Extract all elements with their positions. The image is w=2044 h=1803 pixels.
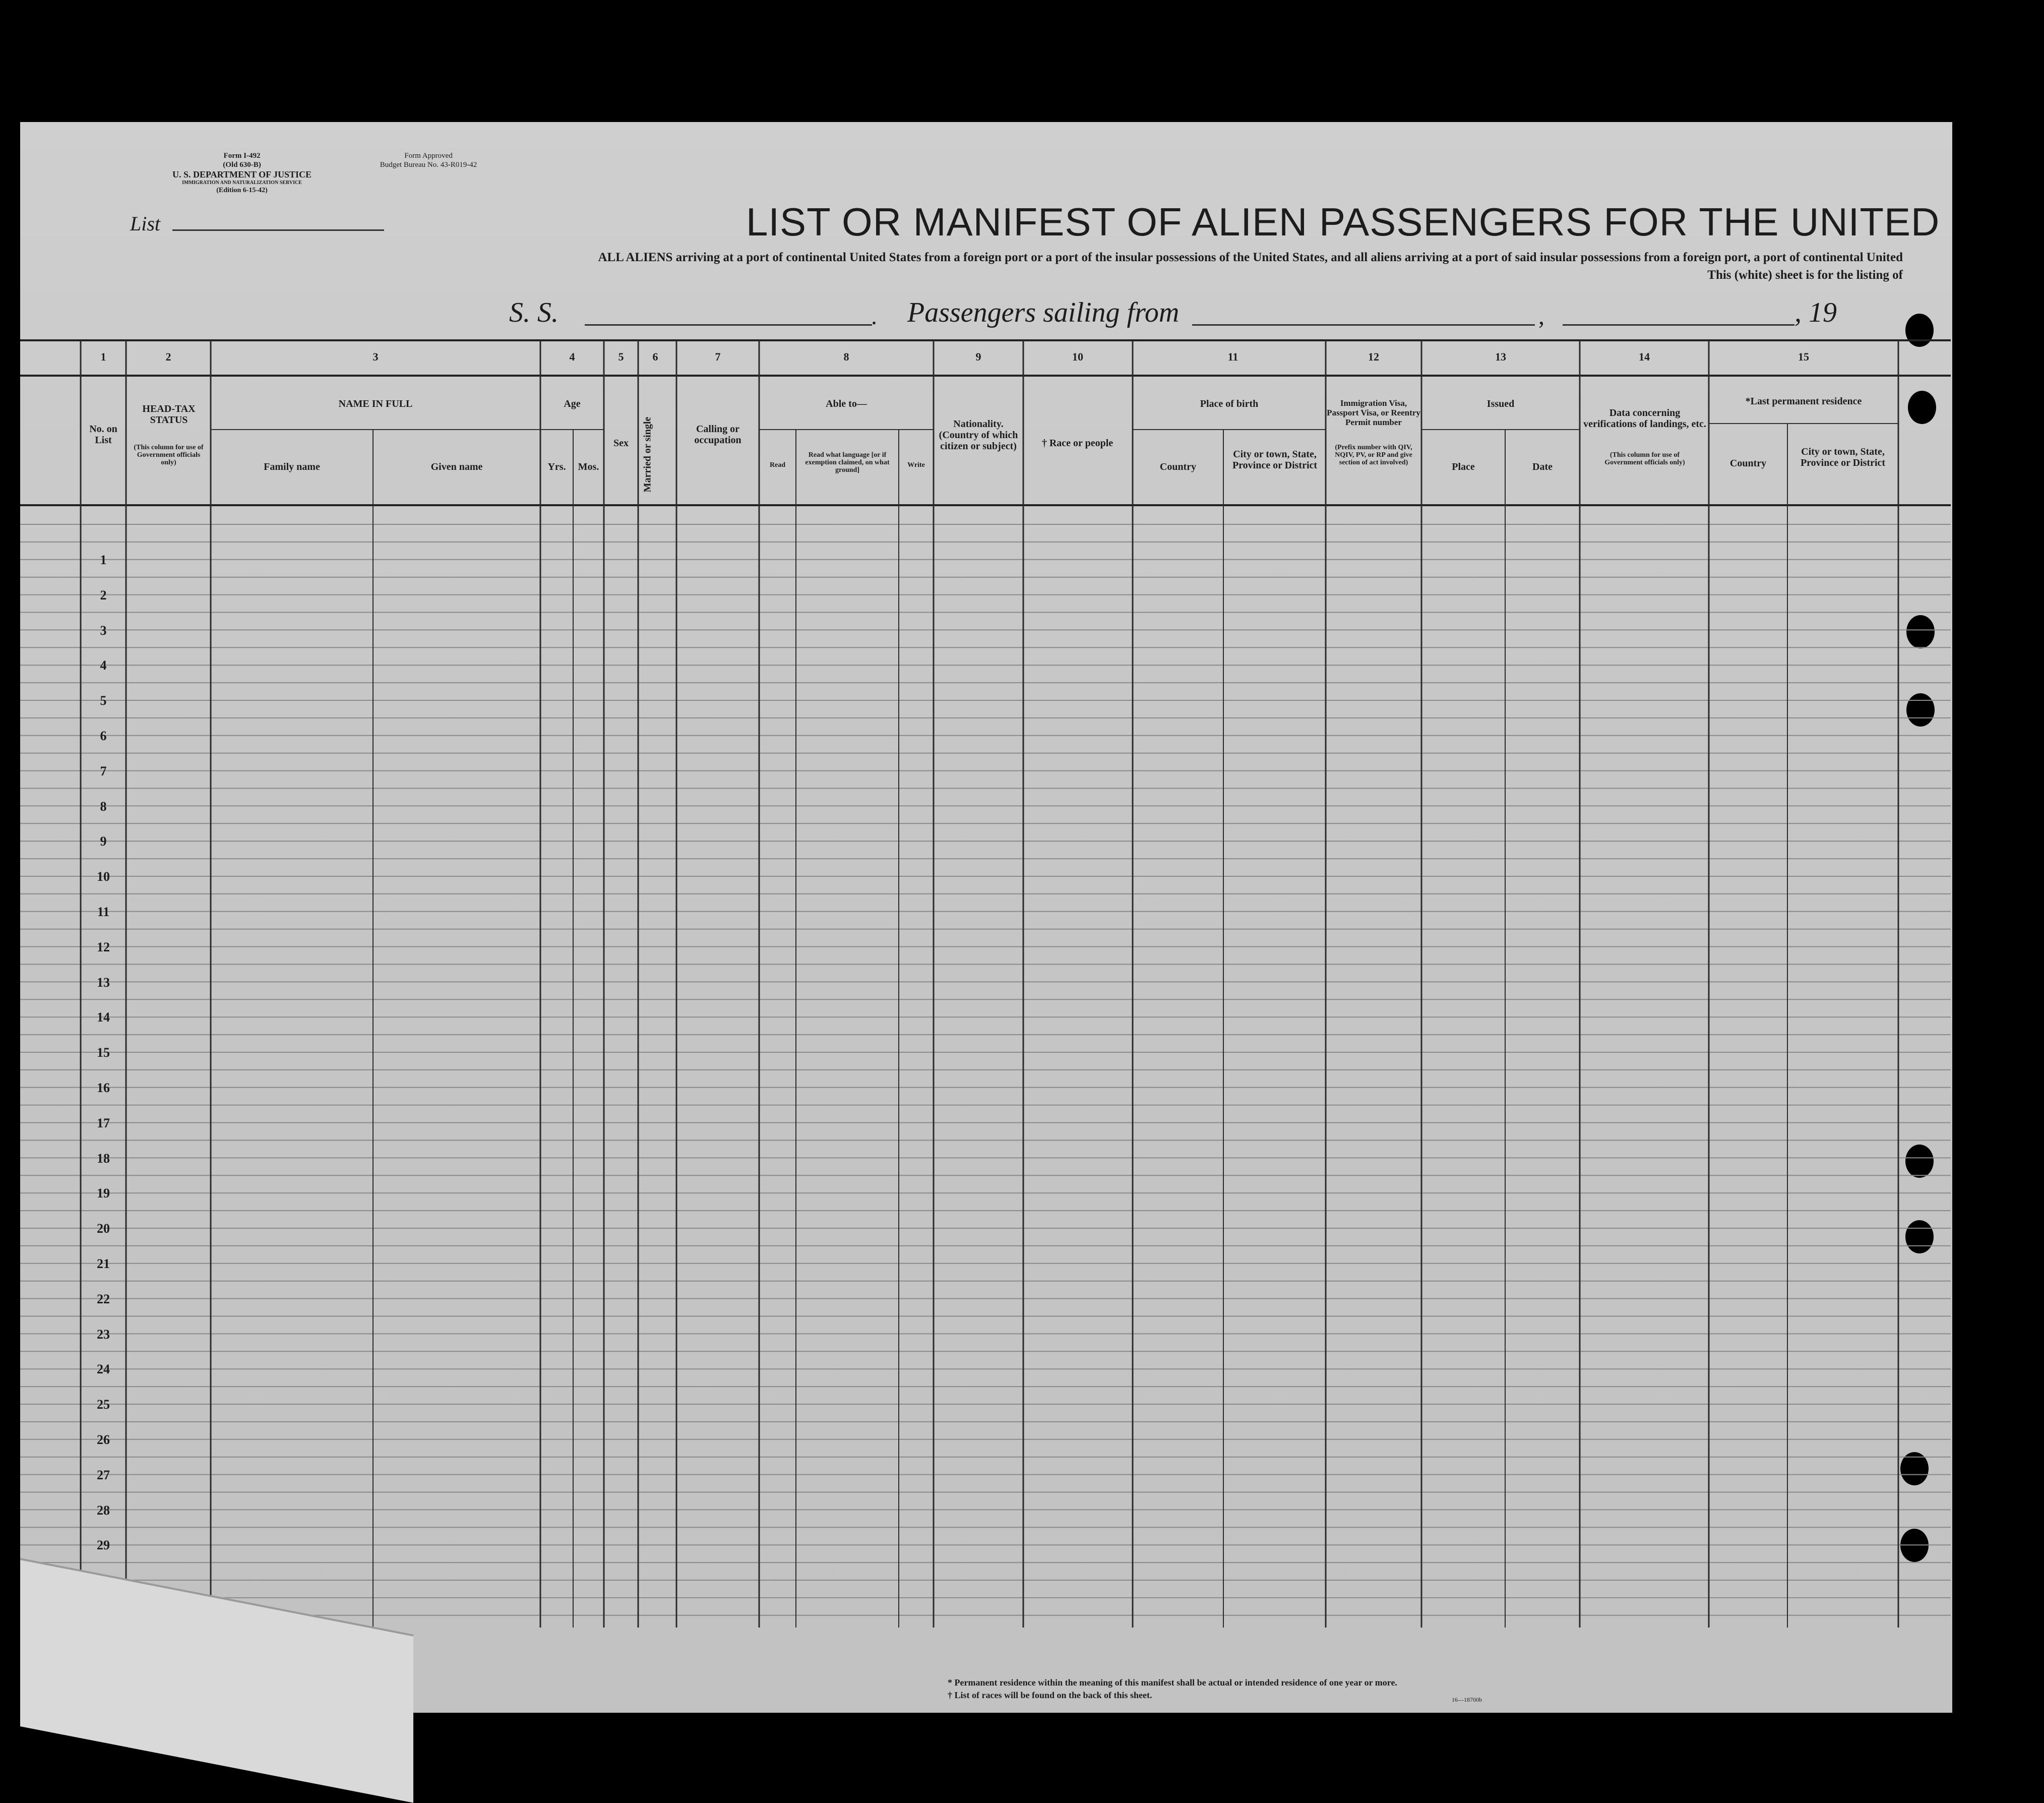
sailing-from-label: Passengers sailing from (907, 297, 1180, 328)
column-number: 7 (715, 350, 721, 363)
row-number: 13 (97, 975, 110, 990)
row-number: 18 (97, 1151, 110, 1166)
col-age-mos-header: Mos. (578, 461, 599, 472)
row-number: 25 (97, 1397, 110, 1412)
col-read-language-header: Read what language [or if exemption claimed, on what ground] (805, 451, 890, 474)
row-number: 9 (100, 834, 107, 849)
row-number: 21 (97, 1256, 110, 1271)
column-number: 10 (1072, 350, 1083, 363)
separator-comma: , (1538, 303, 1544, 330)
list-label: List (130, 212, 161, 235)
row-number: 26 (97, 1432, 110, 1447)
column-number: 2 (165, 350, 171, 363)
col-nationality-header: Nationality. (Country of which citizen or subject) (939, 418, 1018, 452)
column-number: 3 (373, 350, 379, 363)
column-number: 9 (975, 350, 981, 363)
row-number: 8 (100, 799, 107, 814)
column-number: 8 (843, 350, 849, 363)
col-issued-place-header: Place (1452, 461, 1475, 472)
footnote-permanent-residence: * Permanent residence within the meaning of this manifest shall be actual or intended residence of one year or more. (948, 1677, 1397, 1688)
row-number: 5 (100, 693, 107, 708)
column-number: 14 (1639, 350, 1650, 363)
row-number: 7 (100, 763, 107, 778)
row-number: 2 (100, 587, 107, 603)
col-residence-country-header: Country (1729, 458, 1767, 469)
column-number: 15 (1798, 350, 1809, 363)
row-number: 24 (97, 1362, 110, 1377)
row-number: 28 (97, 1502, 110, 1518)
row-number: 11 (97, 905, 110, 919)
col-read-header: Read (769, 461, 786, 469)
service: IMMIGRATION AND NATURALIZATION SERVICE (182, 180, 302, 186)
col-verification-note: (This column for use of Government officials only) (1604, 451, 1685, 466)
print-code: 16—18700b (1452, 1696, 1482, 1703)
col-occupation-header: Calling or occupation (694, 424, 741, 446)
row-number: 14 (97, 1010, 110, 1025)
col-able-to-header: Able to— (826, 398, 867, 409)
col-birth-country-header: Country (1159, 461, 1197, 472)
row-number: 10 (97, 869, 110, 884)
page-title: LIST OR MANIFEST OF ALIEN PASSENGERS FOR THE UNITED (746, 200, 1940, 244)
row-number: 22 (97, 1291, 110, 1306)
row-number: 27 (97, 1467, 110, 1482)
col-visa-note: (Prefix number with QIV, NQIV, PV, or RP and give section of act involved) (1335, 444, 1412, 466)
column-number: 5 (618, 350, 624, 363)
col-age-header: Age (564, 398, 581, 409)
col-residence-city-header: City or town, State, Province or District (1800, 446, 1886, 468)
col-sex-header: Sex (613, 438, 629, 449)
row-number: 6 (100, 729, 107, 743)
column-number: 6 (652, 350, 658, 363)
col-visa-header: Immigration Visa, Passport Visa, or Reentry Permit number (1327, 398, 1420, 427)
instructions-line-2: This (white) sheet is for the listing of (1707, 268, 1903, 282)
row-number: 23 (97, 1327, 110, 1342)
column-number: 1 (100, 350, 106, 363)
row-number: 12 (97, 939, 110, 954)
separator-dot: . (871, 303, 877, 330)
col-birthplace-header: Place of birth (1200, 398, 1259, 409)
col-head-tax-header: HEAD-TAX STATUS (142, 403, 196, 426)
col-issued-date-header: Date (1532, 461, 1553, 472)
col-residence-header: *Last permanent residence (1745, 396, 1862, 407)
row-number: 3 (100, 623, 107, 638)
ship-label: S. S. (509, 297, 559, 328)
row-number: 17 (97, 1115, 110, 1130)
col-name-header: NAME IN FULL (338, 398, 413, 409)
col-age-yrs-header: Yrs. (547, 461, 566, 472)
footnote-races: † List of races will be found on the back of this sheet. (948, 1690, 1152, 1700)
col-verification-header: Data concerning verifications of landings, etc. (1583, 407, 1706, 430)
col-no-on-list-header: No. on List (89, 424, 117, 446)
col-family-name-header: Family name (264, 461, 320, 472)
form-approved: Form Approved (404, 152, 453, 160)
row-number: 15 (97, 1045, 110, 1060)
row-number: 29 (97, 1538, 110, 1553)
row-number: 20 (97, 1221, 110, 1236)
column-number: 11 (1227, 350, 1238, 363)
row-number: 16 (97, 1080, 110, 1095)
col-race-header: † Race or people (1041, 438, 1113, 449)
col-head-tax-note: (This column for use of Government officials only) (134, 444, 204, 466)
row-number: 1 (100, 553, 107, 567)
row-number: 4 (100, 658, 107, 673)
year-label: , 19 (1794, 297, 1837, 328)
old-form-number: (Old 630-B) (223, 161, 261, 169)
col-issued-header: Issued (1486, 398, 1515, 409)
department: U. S. DEPARTMENT OF JUSTICE (172, 169, 312, 179)
column-number: 12 (1368, 350, 1379, 363)
budget-bureau: Budget Bureau No. 43-R019-42 (380, 161, 477, 169)
column-number: 13 (1495, 350, 1506, 363)
col-write-header: Write (907, 461, 925, 469)
form-number: Form I-492 (223, 152, 261, 160)
edition: (Edition 6-15-42) (216, 187, 268, 194)
col-birth-city-header: City or town, State, Province or District (1232, 449, 1318, 471)
row-number: 19 (97, 1186, 110, 1201)
col-given-name-header: Given name (430, 461, 483, 472)
instructions-line-1: ALL ALIENS arriving at a port of continental United States from a foreign port or a port of the insular possessions of the United States, and all aliens arriving at a port of said insular possessions from a foreign port, a port of continental United (598, 251, 1903, 264)
col-married-header: Married or single (642, 416, 653, 493)
column-number: 4 (569, 350, 575, 363)
